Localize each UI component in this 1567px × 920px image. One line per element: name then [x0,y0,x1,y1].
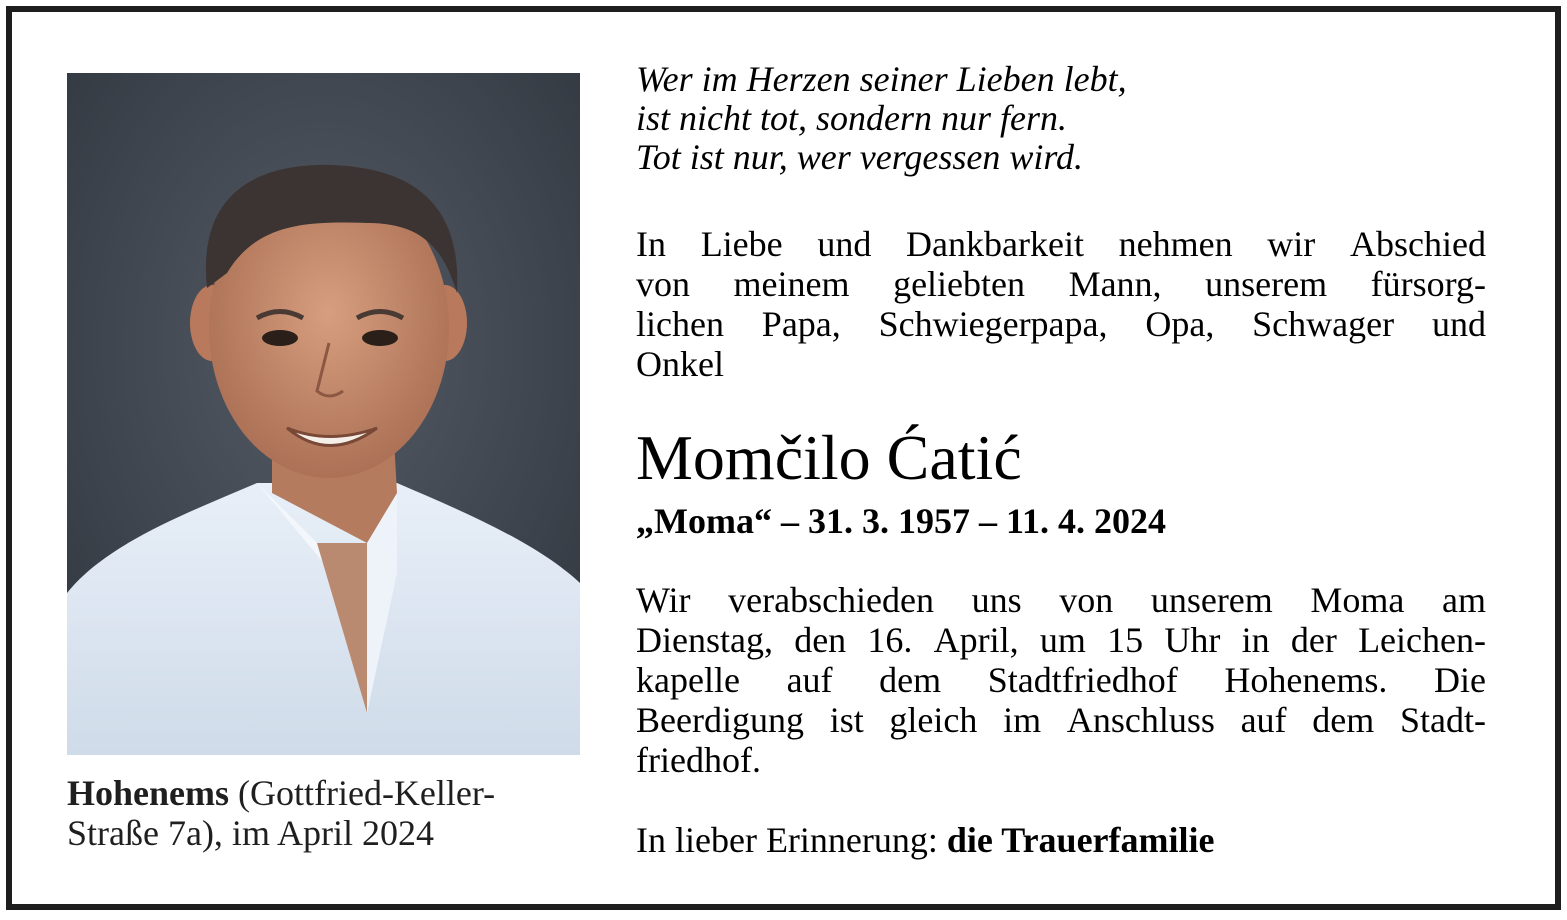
funeral-word: dem [879,660,942,700]
intro-word: und [817,224,872,264]
funeral-word: 16. [867,620,913,660]
intro-word: wir [1267,224,1316,264]
funeral-word: im [1003,700,1042,740]
intro-word: nehmen [1118,224,1233,264]
funeral-word: auf [786,660,833,700]
funeral-word: Stadt- [1399,700,1486,740]
deceased-dates: „Moma“ – 31. 3. 1957 – 11. 4. 2024 [636,501,1166,541]
intro-line [636,304,1486,344]
intro-word: Dankbarkeit [906,224,1084,264]
intro-line [636,224,1486,264]
funeral-word: von [1059,580,1114,620]
closing-line [636,818,1486,862]
intro-word: geliebten [893,264,1026,304]
portrait-photo [67,73,580,755]
funeral-word: Stadtfriedhof [987,660,1178,700]
intro-word: Liebe [700,224,783,264]
funeral-word: Dienstag, [636,620,773,660]
intro-word: Mann, [1068,264,1162,304]
intro-word: Onkel [636,344,724,384]
intro-word: Opa, [1145,304,1215,344]
funeral-line [636,660,1486,700]
funeral-details [636,580,1486,780]
closing-signature: die Trauerfamilie [946,820,1215,860]
funeral-line [636,740,1486,780]
funeral-word: Hohenems. [1224,660,1388,700]
caption-place: Hohenems [67,773,229,813]
closing-prefix: In lieber Erinnerung: [636,820,938,860]
funeral-word: April, [933,620,1019,660]
farewell-intro [636,224,1486,384]
intro-line [636,344,1486,384]
funeral-word: ist [829,700,864,740]
motto-line: Wer im Herzen seiner Lieben lebt, [636,59,1127,99]
motto-verse [636,60,1486,177]
funeral-line [636,700,1486,740]
intro-word: von [636,264,690,304]
intro-word: unserem [1205,264,1328,304]
intro-word: Abschied [1349,224,1486,264]
funeral-word: Die [1433,660,1486,700]
caption-line-2: Straße 7a), im April 2024 [67,813,434,853]
funeral-word: auf [1240,700,1287,740]
intro-word: und [1431,304,1486,344]
funeral-word: Leichen- [1358,620,1486,660]
portrait-illustration [67,73,580,755]
deceased-name: Momčilo Ćatić [636,422,1022,493]
funeral-word: Uhr [1164,620,1221,660]
funeral-word: um [1039,620,1086,660]
funeral-word: Moma [1310,580,1405,620]
caption-line-1 [67,773,587,813]
funeral-word: in [1241,620,1270,660]
funeral-word: den [794,620,847,660]
intro-word: Schwager [1252,304,1395,344]
funeral-word: Wir [636,580,691,620]
funeral-word: dem [1312,700,1375,740]
location-caption [67,773,587,853]
funeral-word: der [1290,620,1337,660]
intro-word: fürsorg- [1370,264,1486,304]
motto-line: ist nicht tot, sondern nur fern. [636,98,1067,138]
intro-word: In [636,224,666,264]
funeral-word: Beerdigung [636,700,804,740]
funeral-word: kapelle [636,660,740,700]
funeral-line [636,620,1486,660]
funeral-line [636,580,1486,620]
funeral-word: Anschluss [1066,700,1215,740]
funeral-word: gleich [889,700,978,740]
intro-word: Schwiegerpapa, [878,304,1108,344]
intro-word: Papa, [761,304,841,344]
funeral-word: verabschieden [728,580,935,620]
funeral-word: friedhof. [636,740,761,780]
funeral-word: unserem [1150,580,1273,620]
intro-line [636,264,1486,304]
funeral-word: am [1441,580,1486,620]
motto-line: Tot ist nur, wer vergessen wird. [636,137,1084,177]
intro-word: meinem [733,264,850,304]
caption-line-1-rest: (Gottfried-Keller- [229,773,496,813]
funeral-word: 15 [1107,620,1144,660]
intro-word: lichen [636,304,724,344]
funeral-word: uns [971,580,1022,620]
